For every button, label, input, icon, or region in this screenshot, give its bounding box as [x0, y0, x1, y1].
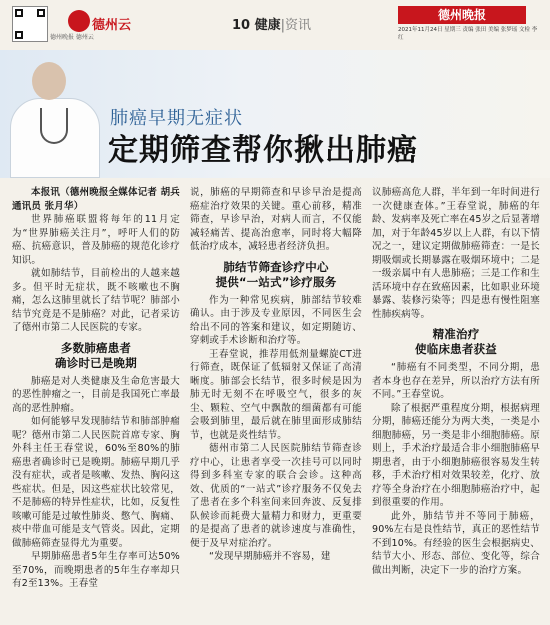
paragraph: 早期肺癌患者5年生存率可达50%至70%，而晚期患者的5年生存率却只有2至13%。王春堂: [12, 551, 180, 589]
article-column-1: [12, 186, 180, 622]
stethoscope-icon: [40, 108, 68, 144]
qr-code: [12, 6, 48, 42]
subheading: 精准治疗 使临床患者获益: [415, 327, 497, 356]
paragraph: 德州市第二人民医院肺结节筛查诊疗中心，让患者享受一次挂号可以同时得到多科室专家的联合会诊。这种高效、优质的“一站式”诊疗服务不仅免去了患者在多个科室间来回奔波、反复排队候诊而耗费大量精力和财力，更重要的是提高了患者的就诊速度与准确性，便于及早对症治疗。: [190, 443, 362, 549]
subheading: 肺结节筛查诊疗中心 提供“一站式”诊疗服务: [215, 259, 337, 289]
headline-kicker: 肺癌早期无症状: [110, 108, 243, 129]
newspaper-masthead: 德州晚报: [398, 6, 526, 24]
article-column-2: [190, 186, 362, 622]
paragraph: 就如肺结节，目前检出的人越来越多。但平时无症状，既不咳嗽也不胸痛，怎么这肺里就长了结节呢？肺部小结节究竟是不是肺癌？对此，记者采访了德州市第二人民医院的专家。: [12, 268, 180, 333]
paragraph: 说，肺癌的早期筛查和早诊早治是提高癌症治疗效果的关键。重心前移，精准筛查，早诊早治，对病人而言，不仅能减轻痛苦、提高治愈率，同时将大幅降低治疗成本，减轻患者经济负担。: [190, 187, 362, 252]
paragraph: 王春堂说，推荐用低剂量螺旋CT进行筛查，既保证了低辐射又保证了高清晰度。肺部会长结节，很多时候是因为肺无时无刻不在呼吸空气，很多的灰尘、颗粒、空气中飘散的细菌都有可能会吸到肺里，最后就在肺里面形成肺结节，也就是炎性结节。: [190, 348, 362, 441]
section-sub: 资讯: [285, 18, 312, 33]
paragraph: 议肺癌高危人群，半年到一年时间进行一次健康查体。”王春堂说，肺癌的年龄、发病率及死亡率在45岁之后显著增加，对于年龄45岁以上人群，有以下情况之一，建议定期做肺癌筛查：一是长期吸烟或长期暴露在吸烟环境中；二是一级亲属中有人患肺癌；三是工作和生活环境中存在致癌因素，比如职业环境暴露、装修污染等；四是患有慢性阻塞性肺疾病等。: [372, 187, 540, 320]
paragraph: 世界肺癌联盟将每年的11月定为“世界肺癌关注月”，呼吁人们的防癌、抗癌意识，普及肺癌的规范化诊疗知识。: [12, 214, 180, 266]
paragraph: 除了根据严重程度分期，根据病理分期，肺癌还能分为两大类，一类是小细胞肺癌，另一类是非小细胞肺癌。原则上，手术治疗最适合非小细胞肺癌早期患者，由于小细胞肺癌很容易发生转移，手术治疗相对效果较差，化疗、放疗等全身治疗在小细胞肺癌治疗中，起到很重要的作用。: [372, 402, 540, 508]
doctor-illustration: [10, 58, 100, 178]
section-name: 健康: [254, 18, 281, 33]
byline: 本报讯（德州晚报全媒体记者 胡兵 通讯员 张月华）: [12, 187, 180, 212]
headline-main: 定期筛查帮你揪出肺癌: [108, 133, 418, 168]
paragraph: 此外，肺结节并不等同于肺癌，90%左右是良性结节，真正的恶性结节不到10%。有经验的医生会根据病史、结节大小、形态、部位、变化等，综合做出判断，决定下一步的治疗方案。: [372, 510, 540, 576]
paragraph: 肺癌是对人类健康及生命危害最大的恶性肿瘤之一，目前是我国死亡率最高的恶性肿瘤。: [12, 375, 180, 414]
section-label: 10 健康|资讯: [232, 18, 312, 33]
paragraph: 作为一种常见疾病，肺部结节较难确认。由于涉及专业原因，不同医生会给出不同的答案和建议，如定期随访、穿刺或手术诊断和治疗等。: [190, 294, 362, 346]
qr-caption: 德州晚报 德州云: [50, 34, 94, 41]
section-number: 10: [232, 18, 251, 33]
page-header: [0, 0, 550, 50]
paragraph: “发现早期肺癌并不容易，建: [209, 551, 331, 562]
paragraph: 如何能够早发现肺结节和肺部肿瘤呢？德州市第二人民医院首席专家、胸外科主任王春堂说，60%至80%的肺癌患者确诊时已是晚期。肺癌早期几乎没有症状，或者是咳嗽、发热、胸闷这些症状。但是，因这些症状比较常见，不是肺癌的特异性症状，比如，反复性咳嗽可能是过敏性肺炎、憋气、胸痛、痰中带血可能是支气管炎。因此，定期做肺癌筛查显得尤为重要。: [12, 416, 180, 549]
dezhou-yun-logo: [68, 10, 138, 34]
paragraph: “肺癌有不同类型，不同分期，患者本身也存在差异，所以治疗方法有所不同。”王春堂说。: [372, 362, 540, 400]
yun-logo-text: 德州云: [92, 18, 132, 33]
subheading: 多数肺癌患者 确诊时已是晚期: [55, 340, 137, 370]
masthead-info: 2021年11月24日 星期三 责编 张田 美编 张梦瑶 文检 李红: [398, 27, 538, 41]
yun-logo-icon: [68, 10, 90, 32]
article-column-3: [372, 186, 540, 622]
